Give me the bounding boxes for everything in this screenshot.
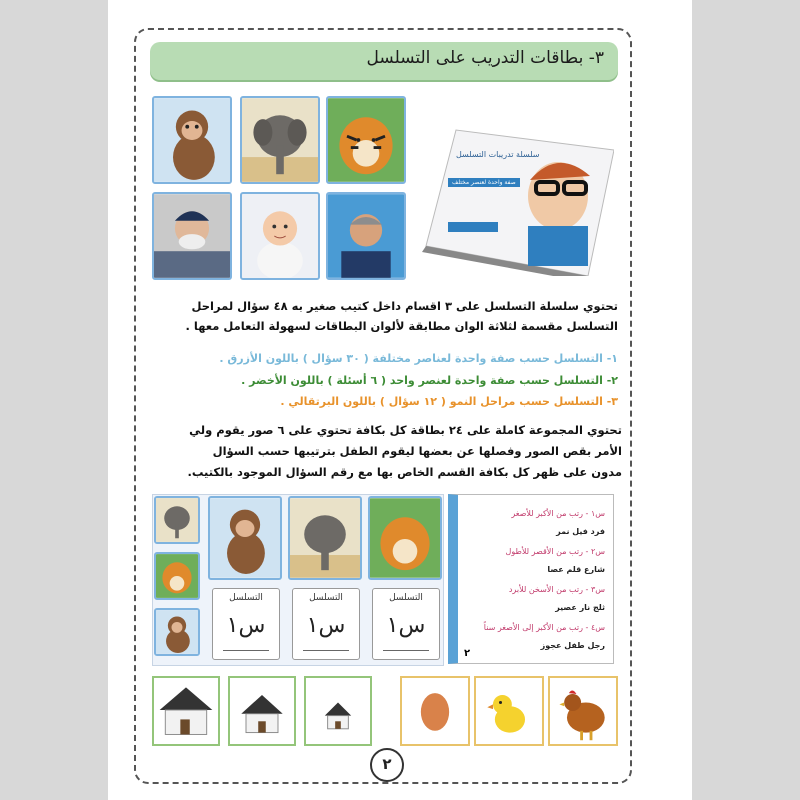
tiger-photo [326, 96, 406, 184]
question-options: رجل طفل عجوز [540, 641, 605, 650]
monkey-icon [154, 98, 230, 182]
house-icon [154, 678, 218, 744]
section-banner [150, 42, 618, 80]
monkey-icon [156, 610, 198, 654]
list-item-orange: ٣- التسلسل حسب مراحل النمو ( ١٢ سؤال ) باللون البرتقالي . [280, 395, 618, 408]
set-paragraph: تحتوي المجموعة كاملة على ٢٤ بطاقة كل بكافة تحتوي على ٦ صور يقوم ولي الأمر بقص الصور وفصلها عن بعضها ليقوم الطفل بترتيبها حسب السؤال مدون على ظهر كل بكافة القسم الخاص بها مع رقم السؤال الموجود بالكتيب. [187, 423, 622, 479]
card-divider [383, 650, 429, 651]
question-card [212, 588, 280, 660]
list-item-green: ٢- التسلسل حسب صفة واحدة لعنصر واحد ( ٦ أسئلة ) باللون الأخضر . [241, 374, 618, 387]
book-title: سلسلة تدريبات التسلسل [456, 150, 540, 159]
elephant-icon [156, 498, 198, 542]
list-item-blue: ١- التسلسل حسب صفة واحدة لعناصر مختلفة ( ٣٠ سؤال ) باللون الأزرق . [219, 352, 618, 365]
tiger-icon [156, 554, 198, 598]
egg-icon [402, 678, 468, 744]
card-divider [303, 650, 349, 651]
card-tiger-photo [368, 496, 442, 580]
page-number: ٢ [370, 748, 404, 782]
question-card [372, 588, 440, 660]
tiger-icon [328, 98, 404, 182]
card-elephant-photo [288, 496, 362, 580]
card-monkey-photo [208, 496, 282, 580]
house-icon [230, 678, 294, 744]
chick-card [474, 676, 544, 746]
elephant-icon [242, 98, 318, 182]
man-icon [328, 194, 404, 278]
question-heading: س١ - رتب من الأكبر للأصغر [511, 509, 605, 518]
house-small-card [304, 676, 372, 746]
chick-icon [476, 678, 542, 744]
house-large-card [152, 676, 220, 746]
monkey-photo [152, 96, 232, 184]
elephant-icon [290, 498, 360, 578]
question-options: شارع قلم عصا [547, 565, 605, 574]
baby-photo [240, 192, 320, 280]
man-photo [326, 192, 406, 280]
question-card [292, 588, 360, 660]
question-booklet-page [448, 494, 614, 664]
question-heading: س٣ - رتب من الأسخن للأبرد [508, 585, 605, 594]
question-options: فرد فيل نمر [556, 527, 605, 536]
monkey-icon [210, 498, 280, 578]
book-subtitle: صفة واحدة لعنصر مختلف [448, 178, 520, 187]
question-card-number: س١ [386, 613, 426, 638]
booklet-page-number: ٢ [464, 648, 471, 659]
question-options: ثلج نار عصير [555, 603, 605, 612]
question-card-title: التسلسل [389, 593, 423, 603]
card-divider [223, 650, 269, 651]
old-man-photo [152, 192, 232, 280]
tiger-icon [370, 498, 440, 578]
section-title: ٣- بطاقات التدريب على التسلسل [366, 48, 604, 68]
question-card-number: س١ [226, 613, 266, 638]
question-heading: س٢ - رتب من الأقصر للأطول [505, 547, 605, 556]
question-card-title: التسلسل [229, 593, 263, 603]
question-card-number: س١ [306, 613, 346, 638]
small-tiger-photo [154, 552, 200, 600]
hen-icon [550, 678, 616, 744]
house-icon [306, 678, 370, 744]
hen-card [548, 676, 618, 746]
small-monkey-photo [154, 608, 200, 656]
egg-card [400, 676, 470, 746]
house-medium-card [228, 676, 296, 746]
intro-paragraph: تحتوي سلسلة التسلسل على ٣ اقسام داخل كتيب صغير به ٤٨ سؤال لمراحل التسلسل مقسمة لثلاثة الوان مطابقة لألوان البطاقات لسهولة التعامل معها . [185, 299, 618, 333]
question-card-title: التسلسل [309, 593, 343, 603]
small-elephant-photo [154, 496, 200, 544]
baby-icon [242, 194, 318, 278]
question-heading: س٤ - رتب من الأكبر إلى الأصغر سناً [483, 623, 605, 632]
book-cover [418, 126, 614, 276]
old-man-icon [154, 194, 230, 278]
elephant-photo [240, 96, 320, 184]
